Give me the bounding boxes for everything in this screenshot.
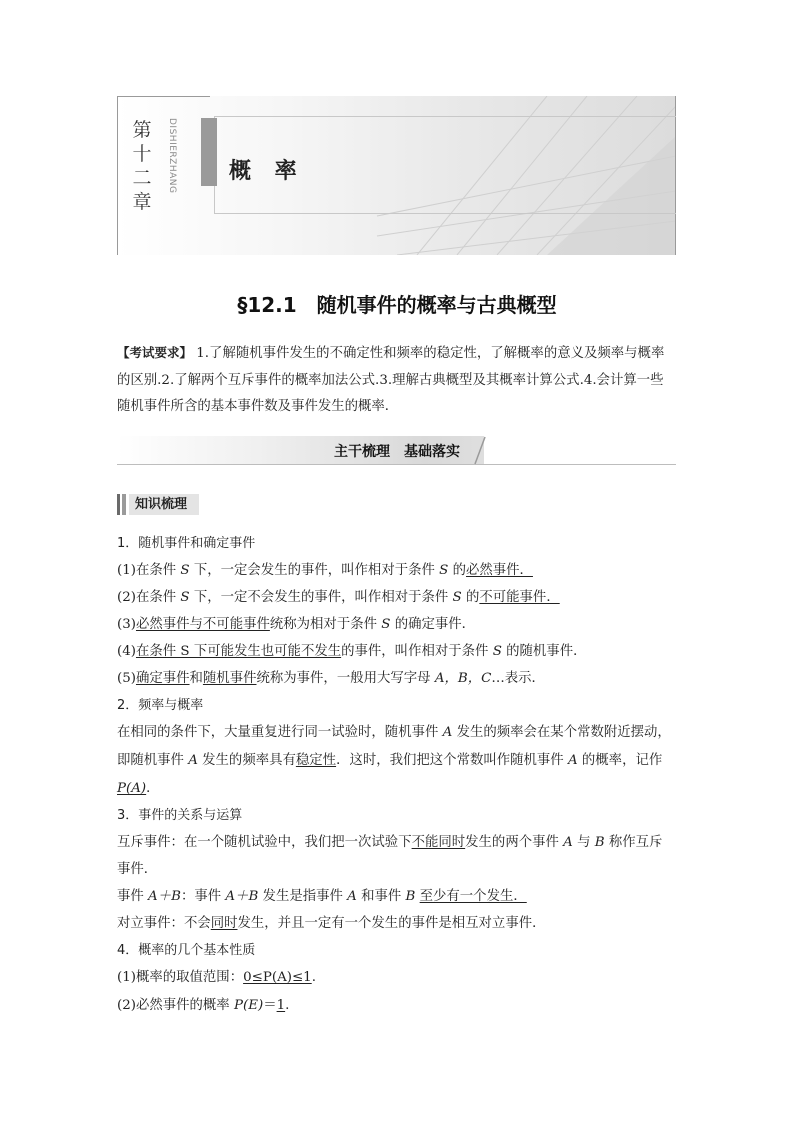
heading-3: 3．事件的关系与运算	[117, 808, 243, 823]
exam-requirements: 【考试要求】 1.了解随机事件发生的不确定性和频率的稳定性，了解概率的意义及频率与概率 的区别.2.了解两个互斥事件的概率加法公式.3.理解古典概型及其概率计算公式.4.会计算一些 随机事件所含的基本事件数及事件发生的概率．	[117, 345, 665, 414]
s1-item-1: (1)在条件 S 下，一定会发生的事件，叫作相对于条件 S 的必然事件．	[117, 563, 533, 578]
s3-line-4: 对立事件：不会同时发生，并且一定有一个发生的事件是相互对立事件．	[117, 916, 546, 931]
s2-line-2: 即随机事件 A 发生的频率具有稳定性．这时，我们把这个常数叫作随机事件 A 的概率，记作	[117, 753, 663, 768]
knowledge-label-text: 知识梳理	[129, 494, 199, 515]
s3-line-3: 事件 A＋B：事件 A＋B 发生是指事件 A 和事件 B 至少有一个发生．	[117, 889, 527, 904]
knowledge-label	[117, 494, 199, 515]
s2-line-3: P(A)．	[117, 781, 160, 796]
chapter-title: 概 率	[229, 159, 305, 184]
chapter-pinyin: DISHIERZHANG	[167, 118, 177, 194]
label-marker	[117, 494, 126, 515]
chapter-accent-bar	[201, 118, 217, 186]
s1-item-2: (2)在条件 S 下，一定不会发生的事件，叫作相对于条件 S 的不可能事件．	[117, 590, 560, 605]
section-title: §12.1 随机事件的概率与古典概型	[237, 293, 557, 317]
heading-4: 4．概率的几个基本性质	[117, 943, 256, 958]
s1-item-5: (5)确定事件和随机事件统称为事件，一般用大写字母 A，B，C…表示．	[117, 671, 545, 686]
s4-line-2: (2)必然事件的概率 P(E)＝1.	[117, 998, 290, 1013]
s3-line-2: 事件．	[117, 862, 158, 877]
chapter-banner	[117, 96, 676, 255]
requirements-tag: 【考试要求】	[117, 345, 193, 360]
s1-item-3: (3)必然事件与不可能事件统称为相对于条件 S 的确定事件．	[117, 617, 476, 632]
s1-item-4: (4)在条件 S 下可能发生也可能不发生的事件，叫作相对于条件 S 的随机事件．	[117, 644, 587, 659]
s2-line-1: 在相同的条件下，大量重复进行同一试验时，随机事件 A 发生的频率会在某个常数附近摆动，	[117, 725, 671, 740]
s3-line-1: 互斥事件：在一个随机试验中，我们把一次试验下不能同时发生的两个事件 A 与 B 称作互斥	[117, 835, 663, 850]
heading-2: 2．频率与概率	[117, 698, 204, 713]
heading-1: 1．随机事件和确定事件	[117, 536, 256, 551]
section-band	[117, 436, 676, 465]
band-title: 主干梳理 基础落实	[334, 444, 460, 460]
chapter-number: 第 十 二 章	[132, 119, 152, 213]
s4-line-1: (1)概率的取值范围：0≤P(A)≤1.	[117, 970, 316, 985]
